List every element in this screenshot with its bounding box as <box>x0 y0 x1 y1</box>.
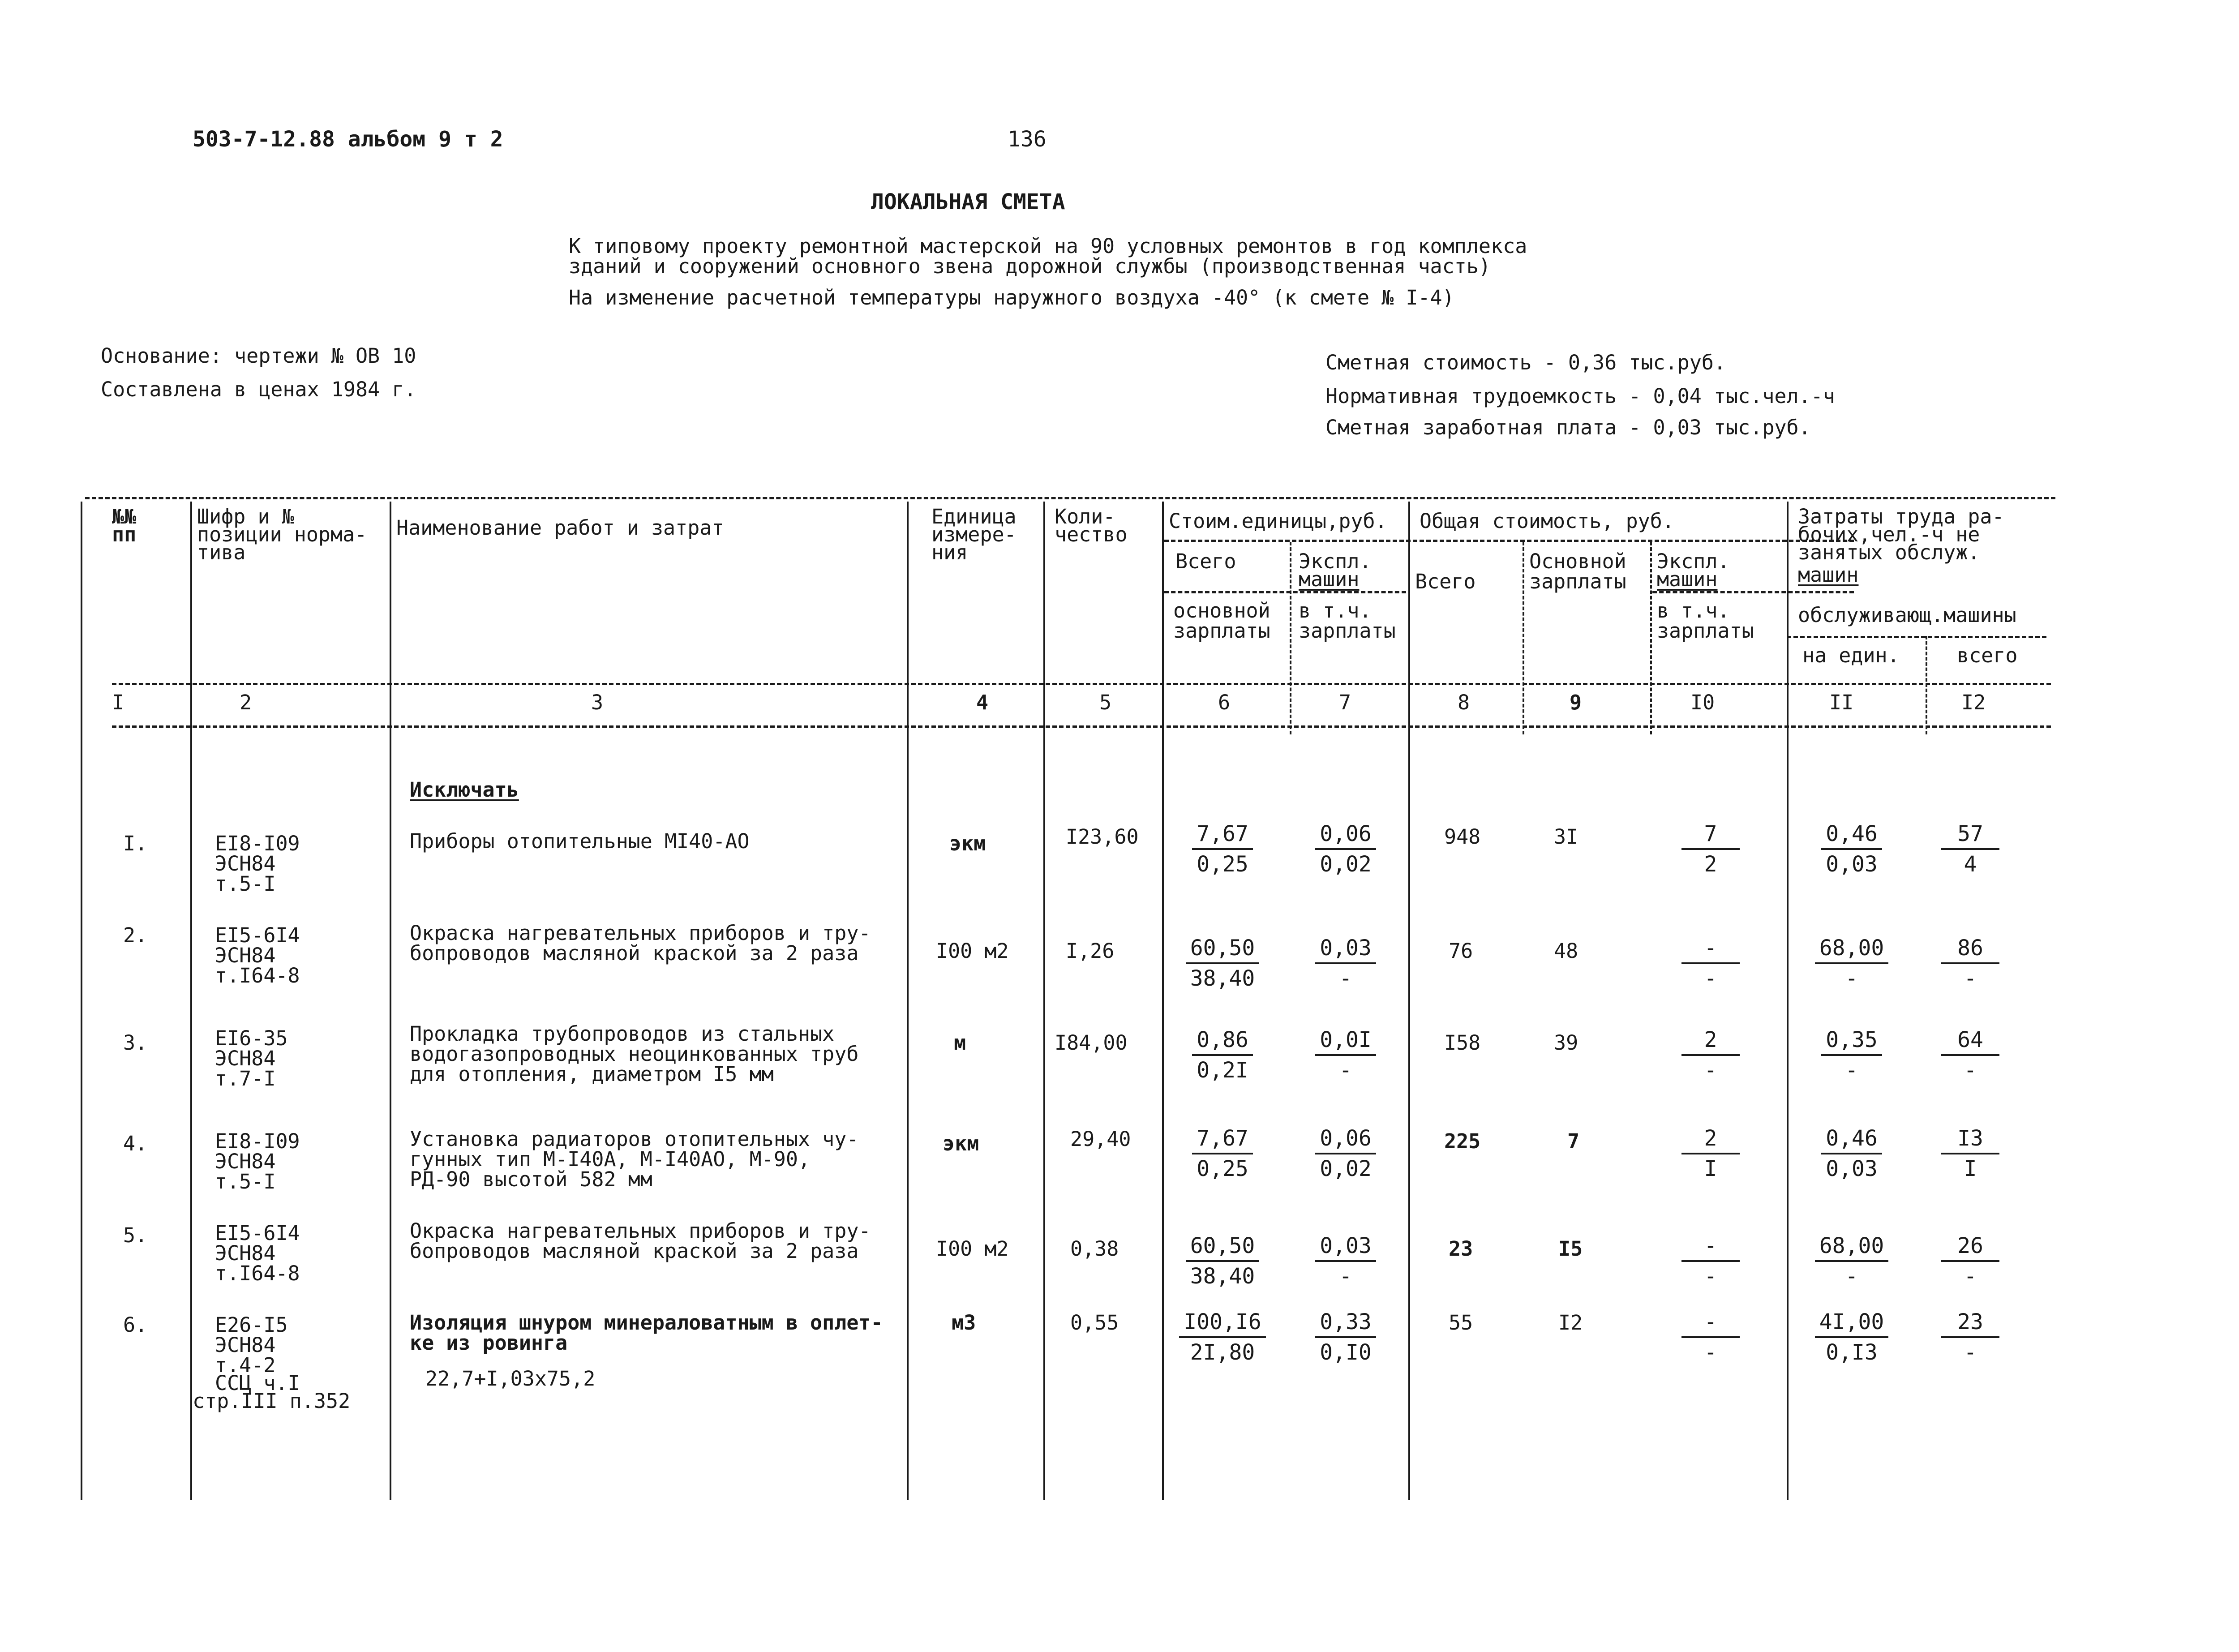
row-name: для отопления, диаметром I5 мм <box>410 1062 774 1086</box>
row-unit-machines-total: 0,03 <box>1315 934 1376 964</box>
row-labor-total-total: 86 <box>1941 934 1999 964</box>
row-labor-unit-mach: 0,03 <box>1826 1156 1878 1181</box>
row-labor-total-total: 23 <box>1941 1308 1999 1338</box>
table-top-rule <box>85 497 2055 499</box>
col-border <box>1290 542 1291 734</box>
section-heading: Исключать <box>410 778 519 802</box>
row-labor-total <box>1926 1231 2015 1291</box>
col-border <box>1650 542 1652 734</box>
row-name: Изоляция шнуром минераловатным в оплет- <box>410 1311 883 1334</box>
row-name: гунных тип М-I40А, М-I40АО, М-90, <box>410 1147 811 1171</box>
col-border <box>1926 636 1927 734</box>
row-code: т.5-I <box>215 872 276 896</box>
row-total-machines <box>1666 1026 1755 1085</box>
row-labor-total-mach: - <box>1964 1340 1977 1365</box>
row-number: 2. <box>123 923 148 947</box>
row-qty: I23,60 <box>1066 825 1139 849</box>
row-code: EI5-6I4 <box>215 923 300 947</box>
row-number: I. <box>123 832 148 855</box>
row-total-machines-total: 7 <box>1681 820 1740 850</box>
row-labor-total-total: 64 <box>1941 1026 1999 1056</box>
basis-drawings: Основание: чертежи № ОВ 10 <box>101 344 416 368</box>
row-unit-machines-total: 0,06 <box>1315 820 1376 850</box>
header-rule <box>112 683 2051 685</box>
row-name: бопроводов масляной краской за 2 раза <box>410 941 859 965</box>
col-border <box>190 502 192 1500</box>
head-num-1: №№ <box>112 505 137 528</box>
row-labor-total-mach: 4 <box>1964 852 1977 877</box>
head-unit-machines-1: Экспл. <box>1299 549 1372 573</box>
head-unit-2: измере- <box>931 523 1017 546</box>
row-qty: I,26 <box>1066 939 1115 963</box>
row-total-machines-wage: - <box>1704 1264 1717 1289</box>
row-unit-machines <box>1301 1231 1390 1291</box>
row-total-machines-wage: 2 <box>1704 852 1717 877</box>
row-labor-unit-total: 0,46 <box>1821 820 1882 850</box>
row-number: 6. <box>123 1313 148 1337</box>
row-unit-cost <box>1178 934 1267 993</box>
row-unit: I00 м2 <box>936 939 1009 963</box>
head-total-cost: Общая стоимость, руб. <box>1420 509 1674 533</box>
row-total-wage: 39 <box>1554 1031 1578 1055</box>
row-unit-machines-wage: 0,02 <box>1320 1156 1372 1181</box>
head-unit-wage-2: зарплаты <box>1173 619 1270 643</box>
row-unit-cost-total: 7,67 <box>1192 1124 1253 1154</box>
row-total: 76 <box>1449 939 1473 963</box>
row-unit: м3 <box>952 1311 976 1334</box>
row-total-machines-wage: - <box>1704 1058 1717 1083</box>
row-name: 22,7+I,03x75,2 <box>425 1367 596 1390</box>
row-labor-total-mach: - <box>1964 966 1977 991</box>
colnum-8: 8 <box>1458 691 1470 714</box>
row-unit-cost <box>1178 1026 1267 1085</box>
summary-cost: Сметная стоимость - 0,36 тыс.руб. <box>1325 351 1726 374</box>
row-labor-unit-total: 0,46 <box>1821 1124 1882 1154</box>
row-labor-unit-mach: - <box>1845 1058 1858 1083</box>
row-labor-total-total: I3 <box>1941 1124 1999 1154</box>
row-name: Приборы отопительные МI40-АО <box>410 829 750 853</box>
row-unit-cost-total: 60,50 <box>1186 934 1260 964</box>
row-unit-machines-total: 0,06 <box>1315 1124 1376 1154</box>
row-unit-cost <box>1178 1231 1267 1291</box>
row-labor-unit-mach: - <box>1845 1264 1858 1289</box>
row-unit-machines-total: 0,33 <box>1315 1308 1376 1338</box>
row-unit-cost-total: I00,I6 <box>1179 1308 1265 1338</box>
row-code: т.5-I <box>215 1170 276 1193</box>
row-total-machines <box>1666 1231 1755 1291</box>
row-total-machines <box>1666 934 1755 993</box>
row-name: Окраска нагревательных приборов и тру- <box>410 1219 871 1243</box>
row-code: E26-I5 <box>215 1313 288 1337</box>
row-labor-unit-mach: 0,03 <box>1826 852 1878 877</box>
row-unit: экм <box>949 832 986 855</box>
row-name: Установка радиаторов отопительных чу- <box>410 1127 859 1151</box>
head-total-machwage-1: в т.ч. <box>1657 599 1730 622</box>
col-border <box>1162 502 1164 1500</box>
row-code: ЭСН84 <box>215 852 276 875</box>
head-unit-machines-2: машин <box>1299 567 1360 591</box>
head-labor-4: машин <box>1798 563 1859 587</box>
row-code: ЭСН84 <box>215 1333 276 1357</box>
row-labor-total <box>1926 1026 2015 1085</box>
row-unit-machines <box>1301 1124 1390 1183</box>
colnum-7: 7 <box>1339 691 1351 714</box>
head-total-machwage-2: зарплаты <box>1657 619 1754 643</box>
row-labor-total-mach: I <box>1964 1156 1977 1181</box>
row-total-wage: 48 <box>1554 939 1578 963</box>
row-code: ЭСН84 <box>215 944 276 967</box>
row-labor-total-total: 57 <box>1941 820 1999 850</box>
subheader-rule-3 <box>1652 591 1854 593</box>
row-total-machines-wage: I <box>1704 1156 1717 1181</box>
row-name: РД-90 высотой 582 мм <box>410 1167 652 1191</box>
subtitle-line-2: зданий и сооружений основного звена дорожной службы (производственная часть) <box>569 254 1491 278</box>
row-unit-cost-wage: 38,40 <box>1190 1264 1255 1289</box>
row-labor-total-total: 26 <box>1941 1231 1999 1262</box>
row-unit-cost <box>1178 1308 1267 1367</box>
row-labor-unit <box>1807 1026 1896 1085</box>
summary-labor: Нормативная трудоемкость - 0,04 тыс.чел.-ч <box>1325 384 1835 408</box>
row-total-machines-total: - <box>1681 1308 1740 1338</box>
head-labor-1: Затраты труда ра- <box>1798 505 2004 528</box>
row-labor-total-mach: - <box>1964 1058 1977 1083</box>
head-code-3: тива <box>197 541 246 564</box>
row-labor-total <box>1926 934 2015 993</box>
row-unit-machines <box>1301 1308 1390 1367</box>
head-labor-total: всего <box>1957 644 2018 667</box>
row-code: EI5-6I4 <box>215 1221 300 1245</box>
row-total-machines-total: 2 <box>1681 1026 1740 1056</box>
subtitle-line-1: К типовому проекту ремонтной мастерской на 90 условных ремонтов в год комплекса <box>569 234 1527 258</box>
row-unit-machines-wage: - <box>1339 1058 1352 1083</box>
row-labor-unit-total: 4I,00 <box>1815 1308 1889 1338</box>
row-labor-total <box>1926 820 2015 879</box>
row-unit-cost-wage: 0,25 <box>1197 1156 1248 1181</box>
head-name: Наименование работ и затрат <box>396 516 724 540</box>
row-labor-unit-total: 68,00 <box>1815 934 1889 964</box>
head-total-wage-2: зарплаты <box>1529 570 1626 593</box>
col-border <box>1787 502 1789 1500</box>
row-total-wage: 3I <box>1554 825 1578 849</box>
row-code: т.I64-8 <box>215 964 300 987</box>
head-unit-machwage-2: зарплаты <box>1299 619 1396 643</box>
row-labor-total <box>1926 1308 2015 1367</box>
row-unit-machines-wage: 0,I0 <box>1320 1340 1372 1365</box>
basis-prices: Составлена в ценах 1984 г. <box>101 378 416 401</box>
row-labor-unit <box>1807 934 1896 993</box>
colnum-12: I2 <box>1961 691 1986 714</box>
head-unit-wage-1: основной <box>1173 599 1270 622</box>
row-total-machines-total: 2 <box>1681 1124 1740 1154</box>
row-labor-unit <box>1807 820 1896 879</box>
row-code: т.I64-8 <box>215 1262 300 1285</box>
colnum-5: 5 <box>1099 691 1112 714</box>
row-unit-machines-wage: 0,02 <box>1320 852 1372 877</box>
row-unit-cost <box>1178 1124 1267 1183</box>
row-unit-machines-wage: - <box>1339 966 1352 991</box>
row-unit-cost-wage: 0,2I <box>1197 1058 1248 1083</box>
row-unit-cost-wage: 38,40 <box>1190 966 1255 991</box>
row-qty: 0,55 <box>1070 1311 1119 1334</box>
row-total-machines-wage: - <box>1704 966 1717 991</box>
row-unit: м <box>954 1031 966 1055</box>
head-total-all: Всего <box>1415 570 1476 593</box>
head-unit-cost: Стоим.единицы,руб. <box>1169 509 1387 533</box>
row-name: ке из ровинга <box>410 1331 568 1355</box>
colnum-9: 9 <box>1570 691 1582 714</box>
row-total-wage: I2 <box>1558 1311 1583 1334</box>
row-code: т.7-I <box>215 1067 276 1090</box>
row-code: т.4-2 <box>215 1353 276 1377</box>
head-unit-machwage-1: в т.ч. <box>1299 599 1372 622</box>
row-name: бопроводов масляной краской за 2 раза <box>410 1239 859 1263</box>
row-code: EI8-I09 <box>215 1129 300 1153</box>
head-qty-2: чество <box>1055 523 1128 546</box>
row-code: ССЦ ч.I <box>215 1371 300 1395</box>
colnum-11: II <box>1829 691 1854 714</box>
row-unit-machines <box>1301 934 1390 993</box>
row-unit-cost-total: 7,67 <box>1192 820 1253 850</box>
row-labor-unit <box>1807 1231 1896 1291</box>
row-unit: I00 м2 <box>936 1237 1009 1261</box>
colnum-1: I <box>112 691 124 714</box>
head-labor-3: занятых обслуж. <box>1798 541 1980 564</box>
row-unit-machines-wage: - <box>1339 1264 1352 1289</box>
head-num-2: пп <box>112 523 137 546</box>
row-total-machines <box>1666 820 1755 879</box>
head-total-mach-2: машин <box>1657 567 1718 591</box>
row-number: 5. <box>123 1223 148 1247</box>
colnum-6: 6 <box>1218 691 1231 714</box>
col-border <box>81 502 82 1500</box>
row-qty: I84,00 <box>1055 1031 1128 1055</box>
row-name: Окраска нагревательных приборов и тру- <box>410 921 871 945</box>
row-unit-machines <box>1301 1026 1390 1085</box>
row-total: I58 <box>1444 1031 1481 1055</box>
row-total-machines-wage: - <box>1704 1340 1717 1365</box>
row-total: 55 <box>1449 1311 1473 1334</box>
row-labor-unit <box>1807 1308 1896 1367</box>
subheader-rule <box>1164 540 1854 542</box>
row-total-machines <box>1666 1124 1755 1183</box>
page-number: 136 <box>1008 127 1047 152</box>
colnum-3: 3 <box>591 691 604 714</box>
row-unit-cost-total: 60,50 <box>1186 1231 1260 1262</box>
head-unit-total: Всего <box>1175 549 1236 573</box>
row-number: 3. <box>123 1031 148 1055</box>
row-qty: 0,38 <box>1070 1237 1119 1261</box>
row-code: ЭСН84 <box>215 1047 276 1070</box>
row-unit-machines-total: 0,03 <box>1315 1231 1376 1262</box>
head-labor-2: бочих,чел.-ч не <box>1798 523 1980 546</box>
row-unit-cost-wage: 0,25 <box>1197 852 1248 877</box>
row-number: 4. <box>123 1132 148 1155</box>
row-labor-unit-total: 68,00 <box>1815 1231 1889 1262</box>
col-border <box>390 502 391 1500</box>
summary-wages: Сметная заработная плата - 0,03 тыс.руб. <box>1325 416 1811 439</box>
numbering-rule <box>112 725 2051 728</box>
head-labor-5: обслуживающ.машины <box>1798 603 2016 627</box>
row-labor-unit-mach: - <box>1845 966 1858 991</box>
row-total-wage: I5 <box>1558 1237 1583 1261</box>
row-labor-unit <box>1807 1124 1896 1183</box>
row-name: водогазопроводных неоцинкованных труб <box>410 1042 859 1066</box>
row-unit-cost-wage: 2I,80 <box>1190 1340 1255 1365</box>
col-border <box>1523 542 1524 734</box>
row-code: EI6-35 <box>215 1026 288 1050</box>
row-code: ЭСН84 <box>215 1241 276 1265</box>
row-labor-unit-mach: 0,I3 <box>1826 1340 1878 1365</box>
row-unit-cost-total: 0,86 <box>1192 1026 1253 1056</box>
row-labor-total-mach: - <box>1964 1264 1977 1289</box>
row-total-machines-total: - <box>1681 1231 1740 1262</box>
row-unit-machines <box>1301 820 1390 879</box>
row-total: 225 <box>1444 1129 1481 1153</box>
row-total-machines <box>1666 1308 1755 1367</box>
col-border <box>1043 502 1045 1500</box>
document-code: 503-7-12.88 альбом 9 т 2 <box>193 127 503 152</box>
head-total-wage-1: Основной <box>1529 549 1626 573</box>
head-labor-unit: на един. <box>1802 644 1900 667</box>
row-code: ЭСН84 <box>215 1150 276 1173</box>
row-unit: экм <box>943 1132 979 1155</box>
colnum-4: 4 <box>976 691 989 714</box>
row-labor-total <box>1926 1124 2015 1183</box>
head-unit-1: Единица <box>931 505 1017 528</box>
row-total-wage: 7 <box>1567 1129 1580 1153</box>
row-total: 948 <box>1444 825 1481 849</box>
head-code-2: позиции норма- <box>197 523 367 546</box>
row-unit-cost <box>1178 820 1267 879</box>
row-name: Прокладка трубопроводов из стальных <box>410 1022 835 1046</box>
colnum-2: 2 <box>240 691 252 714</box>
row-labor-unit-total: 0,35 <box>1821 1026 1882 1056</box>
head-qty-1: Коли- <box>1055 505 1115 528</box>
subheader-rule-4 <box>1787 636 2046 638</box>
col-border <box>1408 502 1410 1500</box>
row-code: стр.III п.352 <box>193 1389 351 1413</box>
head-total-mach-1: Экспл. <box>1657 549 1730 573</box>
col-border <box>907 502 909 1500</box>
row-code: EI8-I09 <box>215 832 300 855</box>
row-total: 23 <box>1449 1237 1473 1261</box>
row-qty: 29,40 <box>1070 1127 1131 1151</box>
head-unit-3: ния <box>931 541 968 564</box>
head-code-1: Шифр и № <box>197 505 294 528</box>
document-title: ЛОКАЛЬНАЯ СМЕТА <box>871 189 1065 215</box>
subtitle-line-3: На изменение расчетной температуры наружного воздуха -40° (к смете № I-4) <box>569 286 1454 309</box>
row-unit-machines-total: 0,0I <box>1315 1026 1376 1056</box>
colnum-10: I0 <box>1690 691 1715 714</box>
subheader-rule-2 <box>1164 591 1406 593</box>
row-total-machines-total: - <box>1681 934 1740 964</box>
